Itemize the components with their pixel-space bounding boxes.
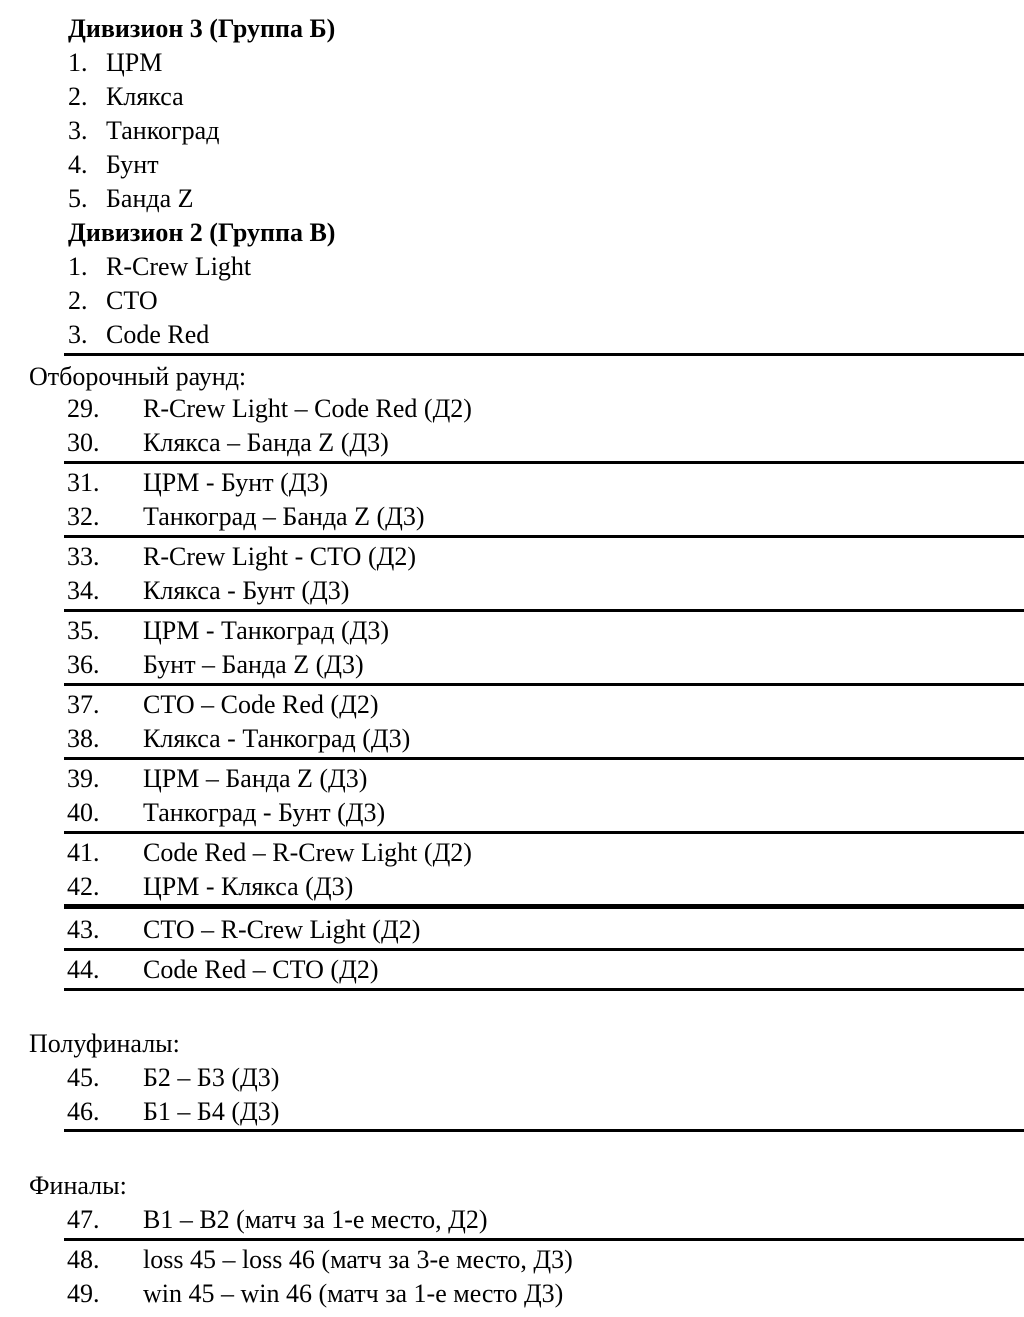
divider-rule <box>64 609 1024 612</box>
divider-rule-thick <box>64 904 1024 909</box>
semifinals-heading: Полуфиналы: <box>29 1029 180 1058</box>
match-text: Б1 – Б4 (Д3) <box>143 1097 280 1126</box>
match-row <box>0 796 1024 830</box>
match-row <box>0 1277 1024 1311</box>
team-item <box>0 182 1024 216</box>
match-text: СТО – Code Red (Д2) <box>143 690 379 719</box>
match-row <box>0 648 1024 682</box>
item-number: 4. <box>68 150 88 179</box>
match-row <box>0 870 1024 904</box>
match-text: Code Red – СТО (Д2) <box>143 955 379 984</box>
match-number: 39. <box>67 764 100 793</box>
division-3-heading: Дивизион 3 (Группа Б) <box>68 14 336 43</box>
match-row <box>0 1203 1024 1237</box>
finals-heading: Финалы: <box>29 1171 127 1200</box>
match-text: R-Crew Light - СТО (Д2) <box>143 542 417 571</box>
team-name: Танкоград <box>106 116 220 145</box>
match-number: 38. <box>67 724 100 753</box>
match-number: 29. <box>67 394 100 423</box>
team-name: R-Crew Light <box>106 252 252 281</box>
match-number: 46. <box>67 1097 100 1126</box>
match-number: 33. <box>67 542 100 571</box>
item-number: 3. <box>68 320 88 349</box>
item-number: 1. <box>68 48 88 77</box>
item-number: 2. <box>68 82 88 111</box>
match-row <box>0 540 1024 574</box>
divider-rule <box>64 757 1024 760</box>
match-text: Танкоград – Банда Z (Д3) <box>143 502 425 531</box>
match-number: 44. <box>67 955 100 984</box>
match-number: 35. <box>67 616 100 645</box>
team-name: Клякса <box>106 82 184 111</box>
item-number: 1. <box>68 252 88 281</box>
match-text: Б2 – Б3 (Д3) <box>143 1063 280 1092</box>
match-number: 34. <box>67 576 100 605</box>
match-text: win 45 – win 46 (матч за 1-е место Д3) <box>143 1279 564 1308</box>
team-name: Бунт <box>106 150 159 179</box>
team-item <box>0 114 1024 148</box>
match-text: Бунт – Банда Z (Д3) <box>143 650 364 679</box>
match-row <box>0 913 1024 947</box>
match-row <box>0 614 1024 648</box>
match-text: Клякса - Танкоград (Д3) <box>143 724 411 753</box>
item-number: 3. <box>68 116 88 145</box>
match-text: loss 45 – loss 46 (матч за 3-е место, Д3) <box>143 1245 573 1274</box>
team-item <box>0 318 1024 352</box>
divider-rule <box>64 683 1024 686</box>
team-name: СТО <box>106 286 158 315</box>
team-item <box>0 284 1024 318</box>
match-text: СТО – R-Crew Light (Д2) <box>143 915 421 944</box>
match-number: 37. <box>67 690 100 719</box>
match-row <box>0 953 1024 987</box>
team-item <box>0 148 1024 182</box>
match-text: В1 – В2 (матч за 1-е место, Д2) <box>143 1205 488 1234</box>
divider-rule <box>64 353 1024 356</box>
match-number: 48. <box>67 1245 100 1274</box>
divider-rule <box>64 461 1024 464</box>
match-text: ЦРМ – Банда Z (Д3) <box>143 764 368 793</box>
item-number: 2. <box>68 286 88 315</box>
match-number: 42. <box>67 872 100 901</box>
divider-rule <box>64 535 1024 538</box>
match-row <box>0 688 1024 722</box>
match-text: Code Red – R-Crew Light (Д2) <box>143 838 472 867</box>
match-row <box>0 1061 1024 1095</box>
match-row <box>0 500 1024 534</box>
match-number: 40. <box>67 798 100 827</box>
team-name: Банда Z <box>106 184 194 213</box>
divider-rule <box>64 1238 1024 1241</box>
match-text: Клякса - Бунт (Д3) <box>143 576 350 605</box>
match-number: 47. <box>67 1205 100 1234</box>
match-number: 41. <box>67 838 100 867</box>
match-text: R-Crew Light – Code Red (Д2) <box>143 394 472 423</box>
match-row <box>0 836 1024 870</box>
match-row <box>0 466 1024 500</box>
match-text: Клякса – Банда Z (Д3) <box>143 428 389 457</box>
match-text: ЦРМ - Танкоград (Д3) <box>143 616 389 645</box>
match-text: ЦРМ - Бунт (Д3) <box>143 468 329 497</box>
match-row <box>0 426 1024 460</box>
item-number: 5. <box>68 184 88 213</box>
match-number: 36. <box>67 650 100 679</box>
match-number: 43. <box>67 915 100 944</box>
match-number: 30. <box>67 428 100 457</box>
match-text: ЦРМ - Клякса (Д3) <box>143 872 354 901</box>
division-2-heading: Дивизион 2 (Группа В) <box>68 218 336 247</box>
match-text: Танкоград - Бунт (Д3) <box>143 798 386 827</box>
match-row <box>0 1095 1024 1129</box>
divider-rule <box>64 948 1024 951</box>
team-item <box>0 80 1024 114</box>
match-row <box>0 722 1024 756</box>
match-number: 32. <box>67 502 100 531</box>
team-item <box>0 46 1024 80</box>
match-row <box>0 574 1024 608</box>
match-number: 49. <box>67 1279 100 1308</box>
team-name: ЦРМ <box>106 48 163 77</box>
match-row <box>0 1243 1024 1277</box>
match-number: 45. <box>67 1063 100 1092</box>
divider-rule <box>64 831 1024 834</box>
team-item <box>0 250 1024 284</box>
team-name: Code Red <box>106 320 210 349</box>
match-row <box>0 392 1024 426</box>
divider-rule <box>64 1129 1024 1132</box>
match-row <box>0 762 1024 796</box>
qualifying-heading: Отборочный раунд: <box>29 362 247 391</box>
match-number: 31. <box>67 468 100 497</box>
divider-rule <box>64 988 1024 991</box>
